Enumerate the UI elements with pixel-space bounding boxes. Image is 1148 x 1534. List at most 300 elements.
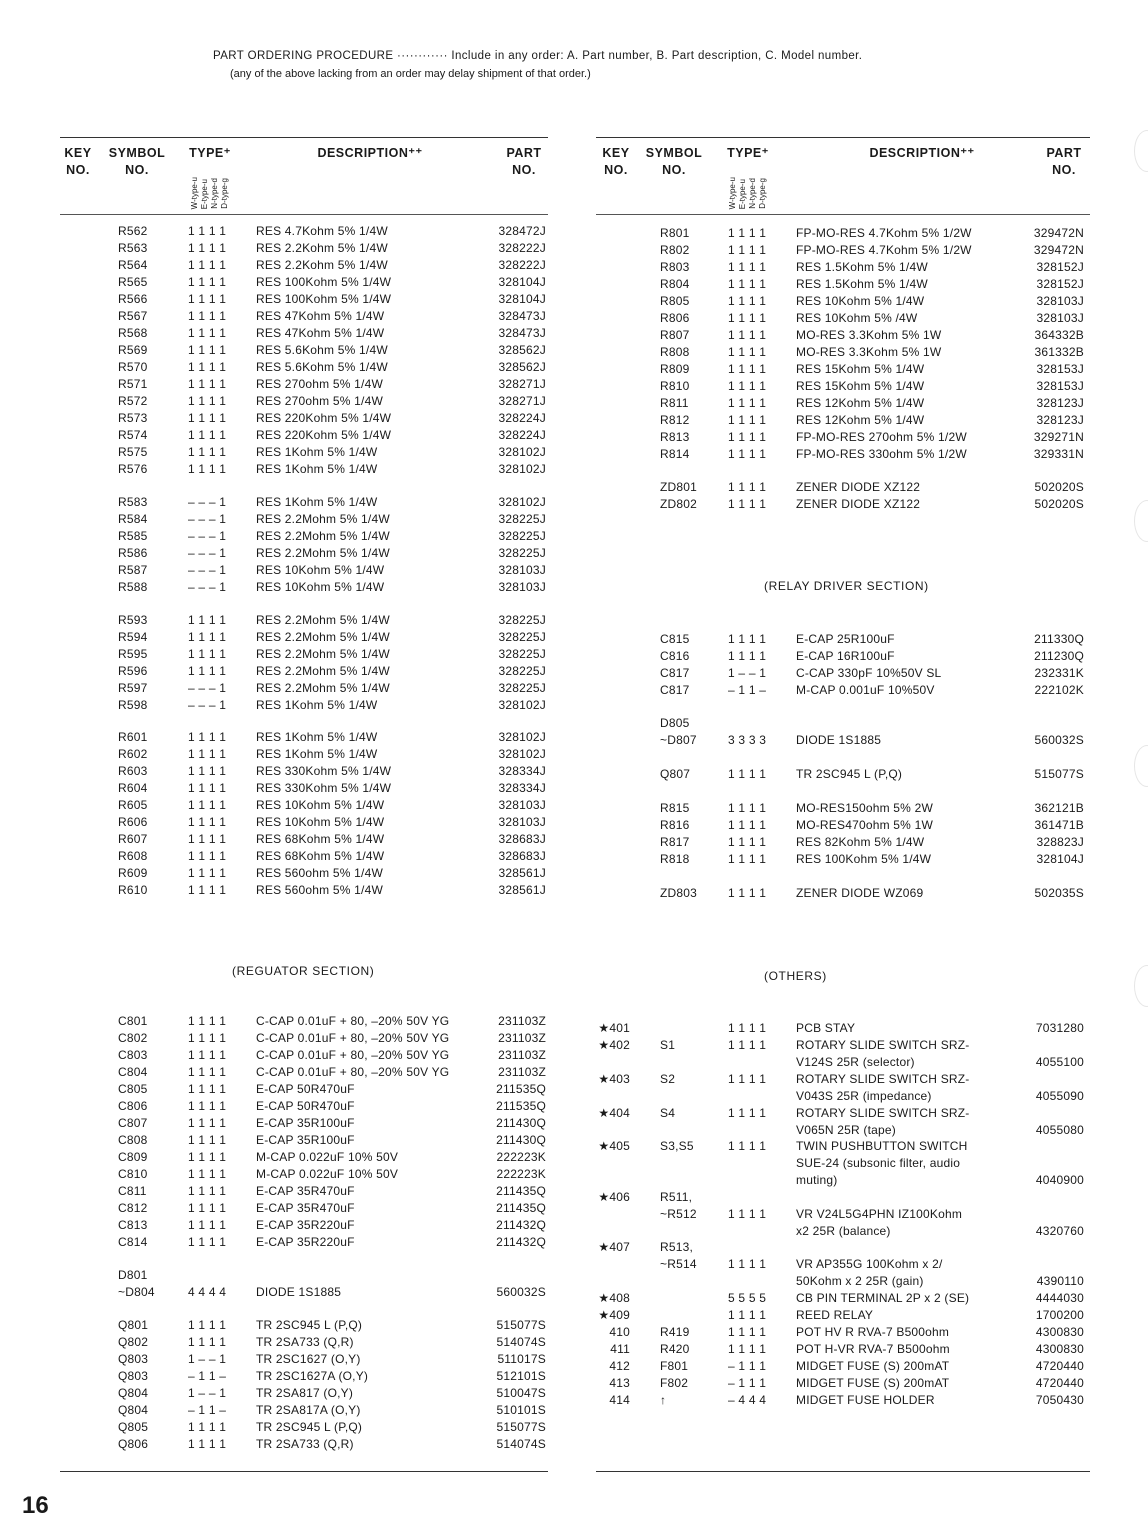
part-no: 211535Q <box>496 1082 546 1096</box>
description: RES 10Kohm 5% 1/4W <box>256 580 385 594</box>
part-no: 328472J <box>498 224 546 238</box>
description: TR 2SA733 (Q,R) <box>256 1335 354 1349</box>
table-row <box>60 444 548 461</box>
table-row <box>60 1013 548 1030</box>
type-codes: 1 1 1 1 <box>188 647 227 661</box>
table-row <box>60 680 548 697</box>
description: RES 2.2Kohm 5% 1/4W <box>256 241 388 255</box>
description: RES 1Kohm 5% 1/4W <box>256 698 378 712</box>
type-codes: 1 1 1 1 <box>188 1031 227 1045</box>
part-no: 211430Q <box>496 1116 546 1130</box>
symbol-no: R593 <box>118 613 148 627</box>
symbol-no: R584 <box>118 512 148 526</box>
description: RES 100Kohm 5% 1/4W <box>796 852 932 866</box>
description: MO-RES150ohm 5% 2W <box>796 801 933 815</box>
symbol-no: Q807 <box>660 767 691 781</box>
type-codes: 1 1 1 1 <box>728 379 767 393</box>
table-row <box>60 410 548 427</box>
symbol-no: C813 <box>118 1218 148 1232</box>
description: RES 4.7Kohm 5% 1/4W <box>256 224 388 238</box>
type-codes: – – – 1 <box>188 495 227 509</box>
section-heading: (REGUATOR SECTION) <box>232 964 375 978</box>
symbol-no: C807 <box>118 1116 148 1130</box>
type-variant-w: W-type-u <box>728 176 737 209</box>
table-row <box>60 1217 548 1234</box>
description: RES 2.2Mohm 5% 1/4W <box>256 613 390 627</box>
table-row <box>60 1402 548 1419</box>
part-no: 328225J <box>498 664 546 678</box>
table-row <box>60 427 548 444</box>
type-codes: 1 – – 1 <box>728 666 767 680</box>
description: RES 560ohm 5% 1/4W <box>256 866 383 880</box>
page-number: 16 <box>22 1492 49 1519</box>
type-codes: 1 1 1 1 <box>188 462 227 476</box>
table-row <box>596 1375 1090 1392</box>
type-codes: 1 1 1 1 <box>728 480 767 494</box>
table-row <box>596 1273 1090 1290</box>
description: CB PIN TERMINAL 2P x 2 (SE) <box>796 1291 970 1305</box>
type-codes: 1 1 1 1 <box>188 258 227 272</box>
description: MIDGET FUSE (S) 200mAT <box>796 1359 950 1373</box>
part-no: 328271J <box>498 394 546 408</box>
symbol-no: R594 <box>118 630 148 644</box>
type-codes: 1 1 1 1 <box>188 343 227 357</box>
description: RES 10Kohm 5% 1/4W <box>796 294 925 308</box>
symbol-no: R803 <box>660 260 690 274</box>
type-codes: 1 1 1 1 <box>188 1116 227 1130</box>
part-no: 211432Q <box>496 1218 546 1232</box>
col-header-part: PART NO. <box>506 146 542 177</box>
description: RES 1.5Kohm 5% 1/4W <box>796 277 928 291</box>
description: M-CAP 0.001uF 10%50V <box>796 683 935 697</box>
table-row <box>60 780 548 797</box>
key-no: ★406 <box>598 1190 630 1204</box>
symbol-no: R818 <box>660 852 690 866</box>
part-no: 328102J <box>498 462 546 476</box>
type-codes: 1 1 1 1 <box>728 767 767 781</box>
type-codes: 1 1 1 1 <box>728 328 767 342</box>
description: RES 2.2Mohm 5% 1/4W <box>256 647 390 661</box>
type-codes: 1 1 1 1 <box>188 1235 227 1249</box>
symbol-no: Q802 <box>118 1335 149 1349</box>
type-codes: 1 1 1 1 <box>728 396 767 410</box>
symbol-no: R806 <box>660 311 690 325</box>
table-row <box>60 865 548 882</box>
key-no: ★408 <box>598 1291 630 1305</box>
type-codes: 1 1 1 1 <box>728 801 767 815</box>
symbol-no: R573 <box>118 411 148 425</box>
description: V124S 25R (selector) <box>796 1055 915 1069</box>
key-no: 413 <box>609 1376 630 1390</box>
type-codes: 1 1 1 1 <box>188 1099 227 1113</box>
key-no: ★405 <box>598 1139 630 1153</box>
symbol-no: R814 <box>660 447 690 461</box>
table-row <box>60 1334 548 1351</box>
symbol-no: C812 <box>118 1201 148 1215</box>
type-codes: 1 1 1 1 <box>188 1167 227 1181</box>
section-heading: (OTHERS) <box>764 969 827 983</box>
symbol-no: R810 <box>660 379 690 393</box>
description: FP-MO-RES 330ohm 5% 1/2W <box>796 447 967 461</box>
description: TR 2SC945 L (P,Q) <box>256 1318 363 1332</box>
part-no: 328222J <box>498 241 546 255</box>
description: RES 47Kohm 5% 1/4W <box>256 309 385 323</box>
part-no: 328102J <box>498 747 546 761</box>
type-codes: – – – 1 <box>188 512 227 526</box>
part-no: 328562J <box>498 360 546 374</box>
description: RES 1Kohm 5% 1/4W <box>256 730 378 744</box>
table-row <box>60 663 548 680</box>
table-row <box>596 1155 1090 1172</box>
type-codes: 1 1 1 1 <box>728 294 767 308</box>
description: x2 25R (balance) <box>796 1224 891 1238</box>
table-row <box>60 1030 548 1047</box>
description: TWIN PUSHBUTTON SWITCH <box>796 1139 968 1153</box>
table-row <box>596 1256 1090 1273</box>
part-no: 328224J <box>498 411 546 425</box>
symbol-no: C817 <box>660 683 690 697</box>
part-no: 328222J <box>498 258 546 272</box>
part-no: 4444030 <box>1035 1291 1084 1305</box>
table-row <box>596 293 1090 310</box>
symbol-no: R570 <box>118 360 148 374</box>
table-row <box>596 1324 1090 1341</box>
symbol-no: R807 <box>660 328 690 342</box>
part-no: 329271N <box>1033 430 1084 444</box>
type-codes: 1 1 1 1 <box>188 781 227 795</box>
table-row <box>60 240 548 257</box>
description: RES 330Kohm 5% 1/4W <box>256 781 392 795</box>
type-codes: 1 1 1 1 <box>188 1420 227 1434</box>
symbol-no: R567 <box>118 309 148 323</box>
type-codes: 1 1 1 1 <box>188 1082 227 1096</box>
symbol-no: C809 <box>118 1150 148 1164</box>
description: E-CAP 35R470uF <box>256 1184 355 1198</box>
table-row <box>596 429 1090 446</box>
table-row <box>60 1098 548 1115</box>
type-codes: 1 1 1 1 <box>188 1335 227 1349</box>
description: RES 100Kohm 5% 1/4W <box>256 275 392 289</box>
key-no: 410 <box>609 1325 630 1339</box>
table-row <box>596 361 1090 378</box>
description: C-CAP 0.01uF + 80, –20% 50V YG <box>256 1014 450 1028</box>
description: MO-RES 3.3Kohm 5% 1W <box>796 328 942 342</box>
table-row <box>596 682 1090 699</box>
description: C-CAP 0.01uF + 80, –20% 50V YG <box>256 1048 450 1062</box>
table-row <box>60 729 548 746</box>
symbol-no: Q805 <box>118 1420 149 1434</box>
table-row <box>596 834 1090 851</box>
type-variant-d: D-type-g <box>220 178 229 209</box>
description: RES 15Kohm 5% 1/4W <box>796 362 925 376</box>
part-no: 328153J <box>1036 379 1084 393</box>
part-no: 328123J <box>1036 396 1084 410</box>
description: E-CAP 35R100uF <box>256 1133 355 1147</box>
type-codes: 1 1 1 1 <box>188 630 227 644</box>
table-row <box>596 1223 1090 1240</box>
table-row <box>60 528 548 545</box>
type-codes: 1 1 1 1 <box>728 1308 767 1322</box>
type-codes: 1 1 1 1 <box>188 1133 227 1147</box>
part-no: 328562J <box>498 343 546 357</box>
type-codes: – 1 1 1 <box>728 1359 767 1373</box>
table-row <box>596 631 1090 648</box>
table-row <box>60 831 548 848</box>
symbol-no: Q806 <box>118 1437 149 1451</box>
type-codes: 1 1 1 1 <box>728 1342 767 1356</box>
description: E-CAP 16R100uF <box>796 649 895 663</box>
description: DIODE 1S1885 <box>256 1285 342 1299</box>
part-no: 328153J <box>1036 362 1084 376</box>
part-no: 231103Z <box>498 1014 546 1028</box>
type-codes: 1 1 1 1 <box>728 1325 767 1339</box>
scan-edge-mark <box>1134 500 1148 542</box>
table-row <box>60 1385 548 1402</box>
table-row <box>60 291 548 308</box>
table-row <box>60 223 548 240</box>
description: SUE-24 (subsonic filter, audio <box>796 1156 961 1170</box>
type-codes: 1 1 1 1 <box>188 613 227 627</box>
table-row <box>60 1115 548 1132</box>
part-no: 328823J <box>1036 835 1084 849</box>
symbol-no: R583 <box>118 495 148 509</box>
type-codes: 1 1 1 1 <box>188 309 227 323</box>
type-codes: 1 1 1 1 <box>188 1065 227 1079</box>
type-codes: 1 1 1 1 <box>728 1139 767 1153</box>
symbol-no: C817 <box>660 666 690 680</box>
symbol-no: C804 <box>118 1065 148 1079</box>
type-codes: 1 1 1 1 <box>188 1318 227 1332</box>
description: RES 270ohm 5% 1/4W <box>256 377 383 391</box>
table-row <box>60 257 548 274</box>
table-top-rule <box>60 137 548 138</box>
symbol-no: R562 <box>118 224 148 238</box>
part-no: 328102J <box>498 445 546 459</box>
description: MO-RES470ohm 5% 1W <box>796 818 933 832</box>
table-row <box>596 648 1090 665</box>
type-variant-labels <box>728 165 768 209</box>
type-codes: 1 1 1 1 <box>188 275 227 289</box>
symbol-no: ~R514 <box>660 1257 697 1271</box>
table-row <box>596 1054 1090 1071</box>
scan-edge-mark <box>1134 130 1148 172</box>
type-codes: 1 – – 1 <box>188 1352 227 1366</box>
table-row <box>60 629 548 646</box>
description: ZENER DIODE WZ069 <box>796 886 924 900</box>
table-row <box>596 1206 1090 1223</box>
table-bottom-rule-left <box>60 1471 548 1472</box>
table-row <box>60 342 548 359</box>
type-codes: 1 1 1 1 <box>188 1201 227 1215</box>
part-no: 328104J <box>1036 852 1084 866</box>
description: FP-MO-RES 4.7Kohm 5% 1/2W <box>796 243 972 257</box>
symbol-no: R564 <box>118 258 148 272</box>
type-codes: 1 1 1 1 <box>728 1072 767 1086</box>
type-codes: 1 1 1 1 <box>728 1021 767 1035</box>
symbol-no: R571 <box>118 377 148 391</box>
table-row <box>60 1149 548 1166</box>
part-no: 1700200 <box>1035 1308 1084 1322</box>
type-variant-n: N-type-d <box>210 178 219 209</box>
type-codes: 1 1 1 1 <box>188 241 227 255</box>
type-codes: 1 1 1 1 <box>728 1038 767 1052</box>
table-row <box>60 359 548 376</box>
part-no: 515077S <box>1034 767 1084 781</box>
type-codes: 1 1 1 1 <box>188 394 227 408</box>
part-no: 361471B <box>1034 818 1084 832</box>
table-row <box>596 1392 1090 1409</box>
description: M-CAP 0.022uF 10% 50V <box>256 1167 399 1181</box>
type-codes: 4 4 4 4 <box>188 1285 227 1299</box>
type-codes: 1 1 1 1 <box>188 764 227 778</box>
table-row <box>60 494 548 511</box>
type-codes: 1 1 1 1 <box>188 1048 227 1062</box>
description: RES 2.2Mohm 5% 1/4W <box>256 546 390 560</box>
type-codes: 1 1 1 1 <box>188 664 227 678</box>
part-no: 211535Q <box>496 1099 546 1113</box>
table-row <box>596 1105 1090 1122</box>
type-variant-e: E-type-u <box>200 178 209 209</box>
part-no: 211435Q <box>496 1184 546 1198</box>
part-no: 512101S <box>496 1369 546 1383</box>
type-codes: 1 1 1 1 <box>728 413 767 427</box>
symbol-no: R601 <box>118 730 148 744</box>
symbol-no: D805 <box>660 716 690 730</box>
part-no: 328225J <box>498 529 546 543</box>
description: ROTARY SLIDE SWITCH SRZ- <box>796 1106 970 1120</box>
type-codes: 1 1 1 1 <box>188 224 227 238</box>
symbol-no: C801 <box>118 1014 148 1028</box>
table-row <box>60 325 548 342</box>
type-codes: 1 1 1 1 <box>188 292 227 306</box>
table-row <box>596 446 1090 463</box>
description: E-CAP 35R100uF <box>256 1116 355 1130</box>
symbol-no: ZD801 <box>660 480 698 494</box>
part-no: 328103J <box>498 563 546 577</box>
header-line-2: (any of the above lacking from an order may delay shipment of that order.) <box>230 68 591 80</box>
type-codes: 1 1 1 1 <box>728 311 767 325</box>
part-no: 328271J <box>498 377 546 391</box>
description: RES 10Kohm 5% 1/4W <box>256 798 385 812</box>
part-no: 211230Q <box>1034 649 1084 663</box>
description: RES 560ohm 5% 1/4W <box>256 883 383 897</box>
symbol-no: R587 <box>118 563 148 577</box>
description: MIDGET FUSE (S) 200mAT <box>796 1376 950 1390</box>
table-row <box>60 1081 548 1098</box>
part-no: 362121B <box>1034 801 1084 815</box>
part-no: 231103Z <box>498 1031 546 1045</box>
part-no: 4040900 <box>1035 1173 1084 1187</box>
table-row <box>60 1284 548 1301</box>
symbol-no: S4 <box>660 1106 676 1120</box>
table-header-rule <box>596 214 1090 215</box>
part-no: 502020S <box>1034 480 1084 494</box>
part-no: 328224J <box>498 428 546 442</box>
description: RES 68Kohm 5% 1/4W <box>256 832 385 846</box>
description: C-CAP 330pF 10%50V SL <box>796 666 942 680</box>
table-row <box>60 612 548 629</box>
description: ZENER DIODE XZ122 <box>796 480 921 494</box>
table-row <box>60 1166 548 1183</box>
symbol-no: R597 <box>118 681 148 695</box>
table-row <box>596 479 1090 496</box>
description: RES 68Kohm 5% 1/4W <box>256 849 385 863</box>
table-row <box>596 665 1090 682</box>
description: V065N 25R (tape) <box>796 1123 896 1137</box>
part-no: 328225J <box>498 647 546 661</box>
part-no: 328334J <box>498 781 546 795</box>
description: FP-MO-RES 270ohm 5% 1/2W <box>796 430 967 444</box>
part-no: 329331N <box>1033 447 1084 461</box>
description: VR AP355G 100Kohm x 2/ <box>796 1257 943 1271</box>
table-row <box>596 1358 1090 1375</box>
part-no: 510047S <box>496 1386 546 1400</box>
description: MIDGET FUSE HOLDER <box>796 1393 935 1407</box>
type-codes: – 1 1 – <box>188 1403 227 1417</box>
type-codes: 1 1 1 1 <box>188 832 227 846</box>
symbol-no: R513, <box>660 1240 694 1254</box>
description: RES 10Kohm 5% 1/4W <box>256 563 385 577</box>
symbol-no: C815 <box>660 632 690 646</box>
type-codes: 1 1 1 1 <box>188 445 227 459</box>
description: RES 12Kohm 5% 1/4W <box>796 396 925 410</box>
symbol-no: R598 <box>118 698 148 712</box>
description: RES 5.6Kohm 5% 1/4W <box>256 360 388 374</box>
table-row <box>596 817 1090 834</box>
part-no: 222223K <box>496 1150 546 1164</box>
part-no: 514074S <box>496 1335 546 1349</box>
part-no: 328102J <box>498 495 546 509</box>
table-row <box>596 800 1090 817</box>
part-no: 514074S <box>496 1437 546 1451</box>
type-codes: 3 3 3 3 <box>728 733 767 747</box>
col-header-key: KEY NO. <box>64 146 92 177</box>
type-codes: 1 1 1 1 <box>728 852 767 866</box>
table-row <box>596 851 1090 868</box>
symbol-no: Q803 <box>118 1369 149 1383</box>
symbol-no: R608 <box>118 849 148 863</box>
symbol-no: R576 <box>118 462 148 476</box>
description: RES 47Kohm 5% 1/4W <box>256 326 385 340</box>
table-row <box>596 395 1090 412</box>
type-codes: – – – 1 <box>188 546 227 560</box>
section-heading: (RELAY DRIVER SECTION) <box>764 579 929 593</box>
part-no: 222223K <box>496 1167 546 1181</box>
description: RES 2.2Mohm 5% 1/4W <box>256 681 390 695</box>
table-row <box>60 1436 548 1453</box>
description: RES 1Kohm 5% 1/4W <box>256 495 378 509</box>
symbol-no: R575 <box>118 445 148 459</box>
type-codes: 1 1 1 1 <box>728 835 767 849</box>
table-bottom-rule-right <box>596 1471 1090 1472</box>
type-codes: 1 1 1 1 <box>188 798 227 812</box>
description: RES 270ohm 5% 1/4W <box>256 394 383 408</box>
col-header-part: PART NO. <box>1046 146 1082 177</box>
symbol-no: C806 <box>118 1099 148 1113</box>
description: RES 330Kohm 5% 1/4W <box>256 764 392 778</box>
description: RES 2.2Mohm 5% 1/4W <box>256 512 390 526</box>
part-no: 7050430 <box>1035 1393 1084 1407</box>
description: TR 2SC945 L (P,Q) <box>256 1420 363 1434</box>
symbol-no: R511, <box>660 1190 693 1204</box>
table-row <box>60 1317 548 1334</box>
symbol-no: R812 <box>660 413 690 427</box>
description: C-CAP 0.01uF + 80, –20% 50V YG <box>256 1031 450 1045</box>
part-no: 560032S <box>496 1285 546 1299</box>
part-no: 4055100 <box>1035 1055 1084 1069</box>
type-codes: 1 – – 1 <box>188 1386 227 1400</box>
type-codes: 1 1 1 1 <box>188 1184 227 1198</box>
